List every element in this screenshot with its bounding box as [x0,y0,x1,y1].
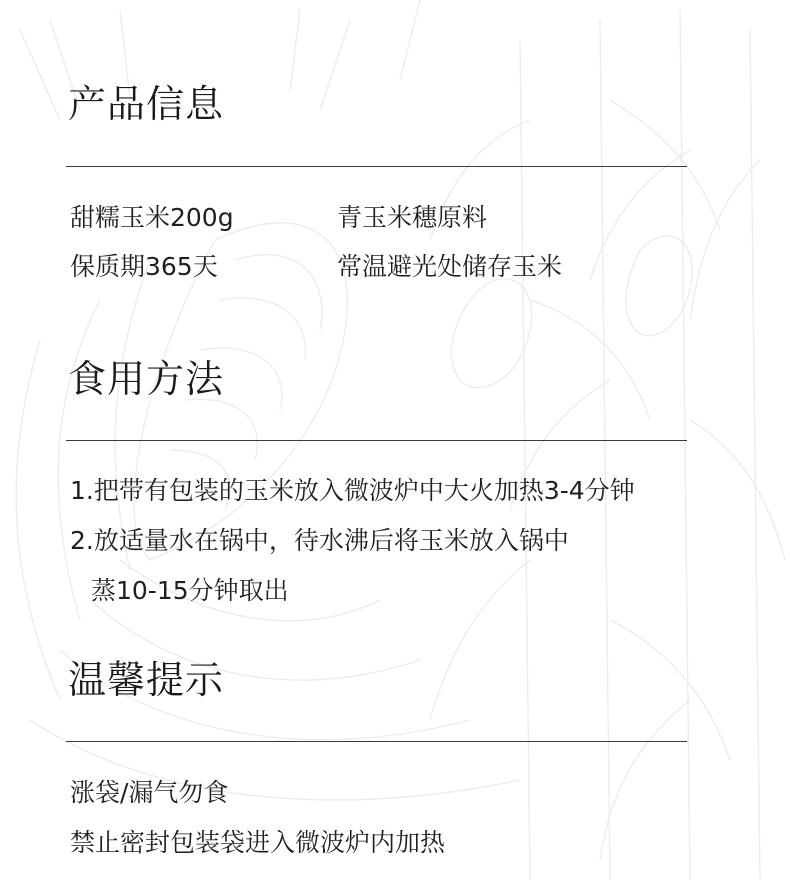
product-info-shelf-life: 保质期365天 [70,252,218,281]
usage-divider [66,440,687,441]
usage-step-2: 2.放适量水在锅中，待水沸后将玉米放入锅中 [70,526,569,555]
tip-line-1: 涨袋/漏气勿食 [70,778,229,807]
product-info-divider [66,166,687,167]
product-info-storage: 常温避光处储存玉米 [337,252,563,281]
usage-heading: 食用方法 [68,357,225,401]
product-info-heading: 产品信息 [68,82,225,126]
product-info-ingredient: 青玉米穗原料 [337,203,488,232]
product-info-weight: 甜糯玉米200g [70,203,234,232]
tips-divider [66,741,687,742]
tip-line-2: 禁止密封包装袋进入微波炉内加热 [70,828,446,857]
usage-step-1: 1.把带有包装的玉米放入微波炉中大火加热3-4分钟 [70,476,635,505]
tips-heading: 温馨提示 [68,658,225,702]
usage-step-2-continued: 蒸10-15分钟取出 [91,576,289,605]
